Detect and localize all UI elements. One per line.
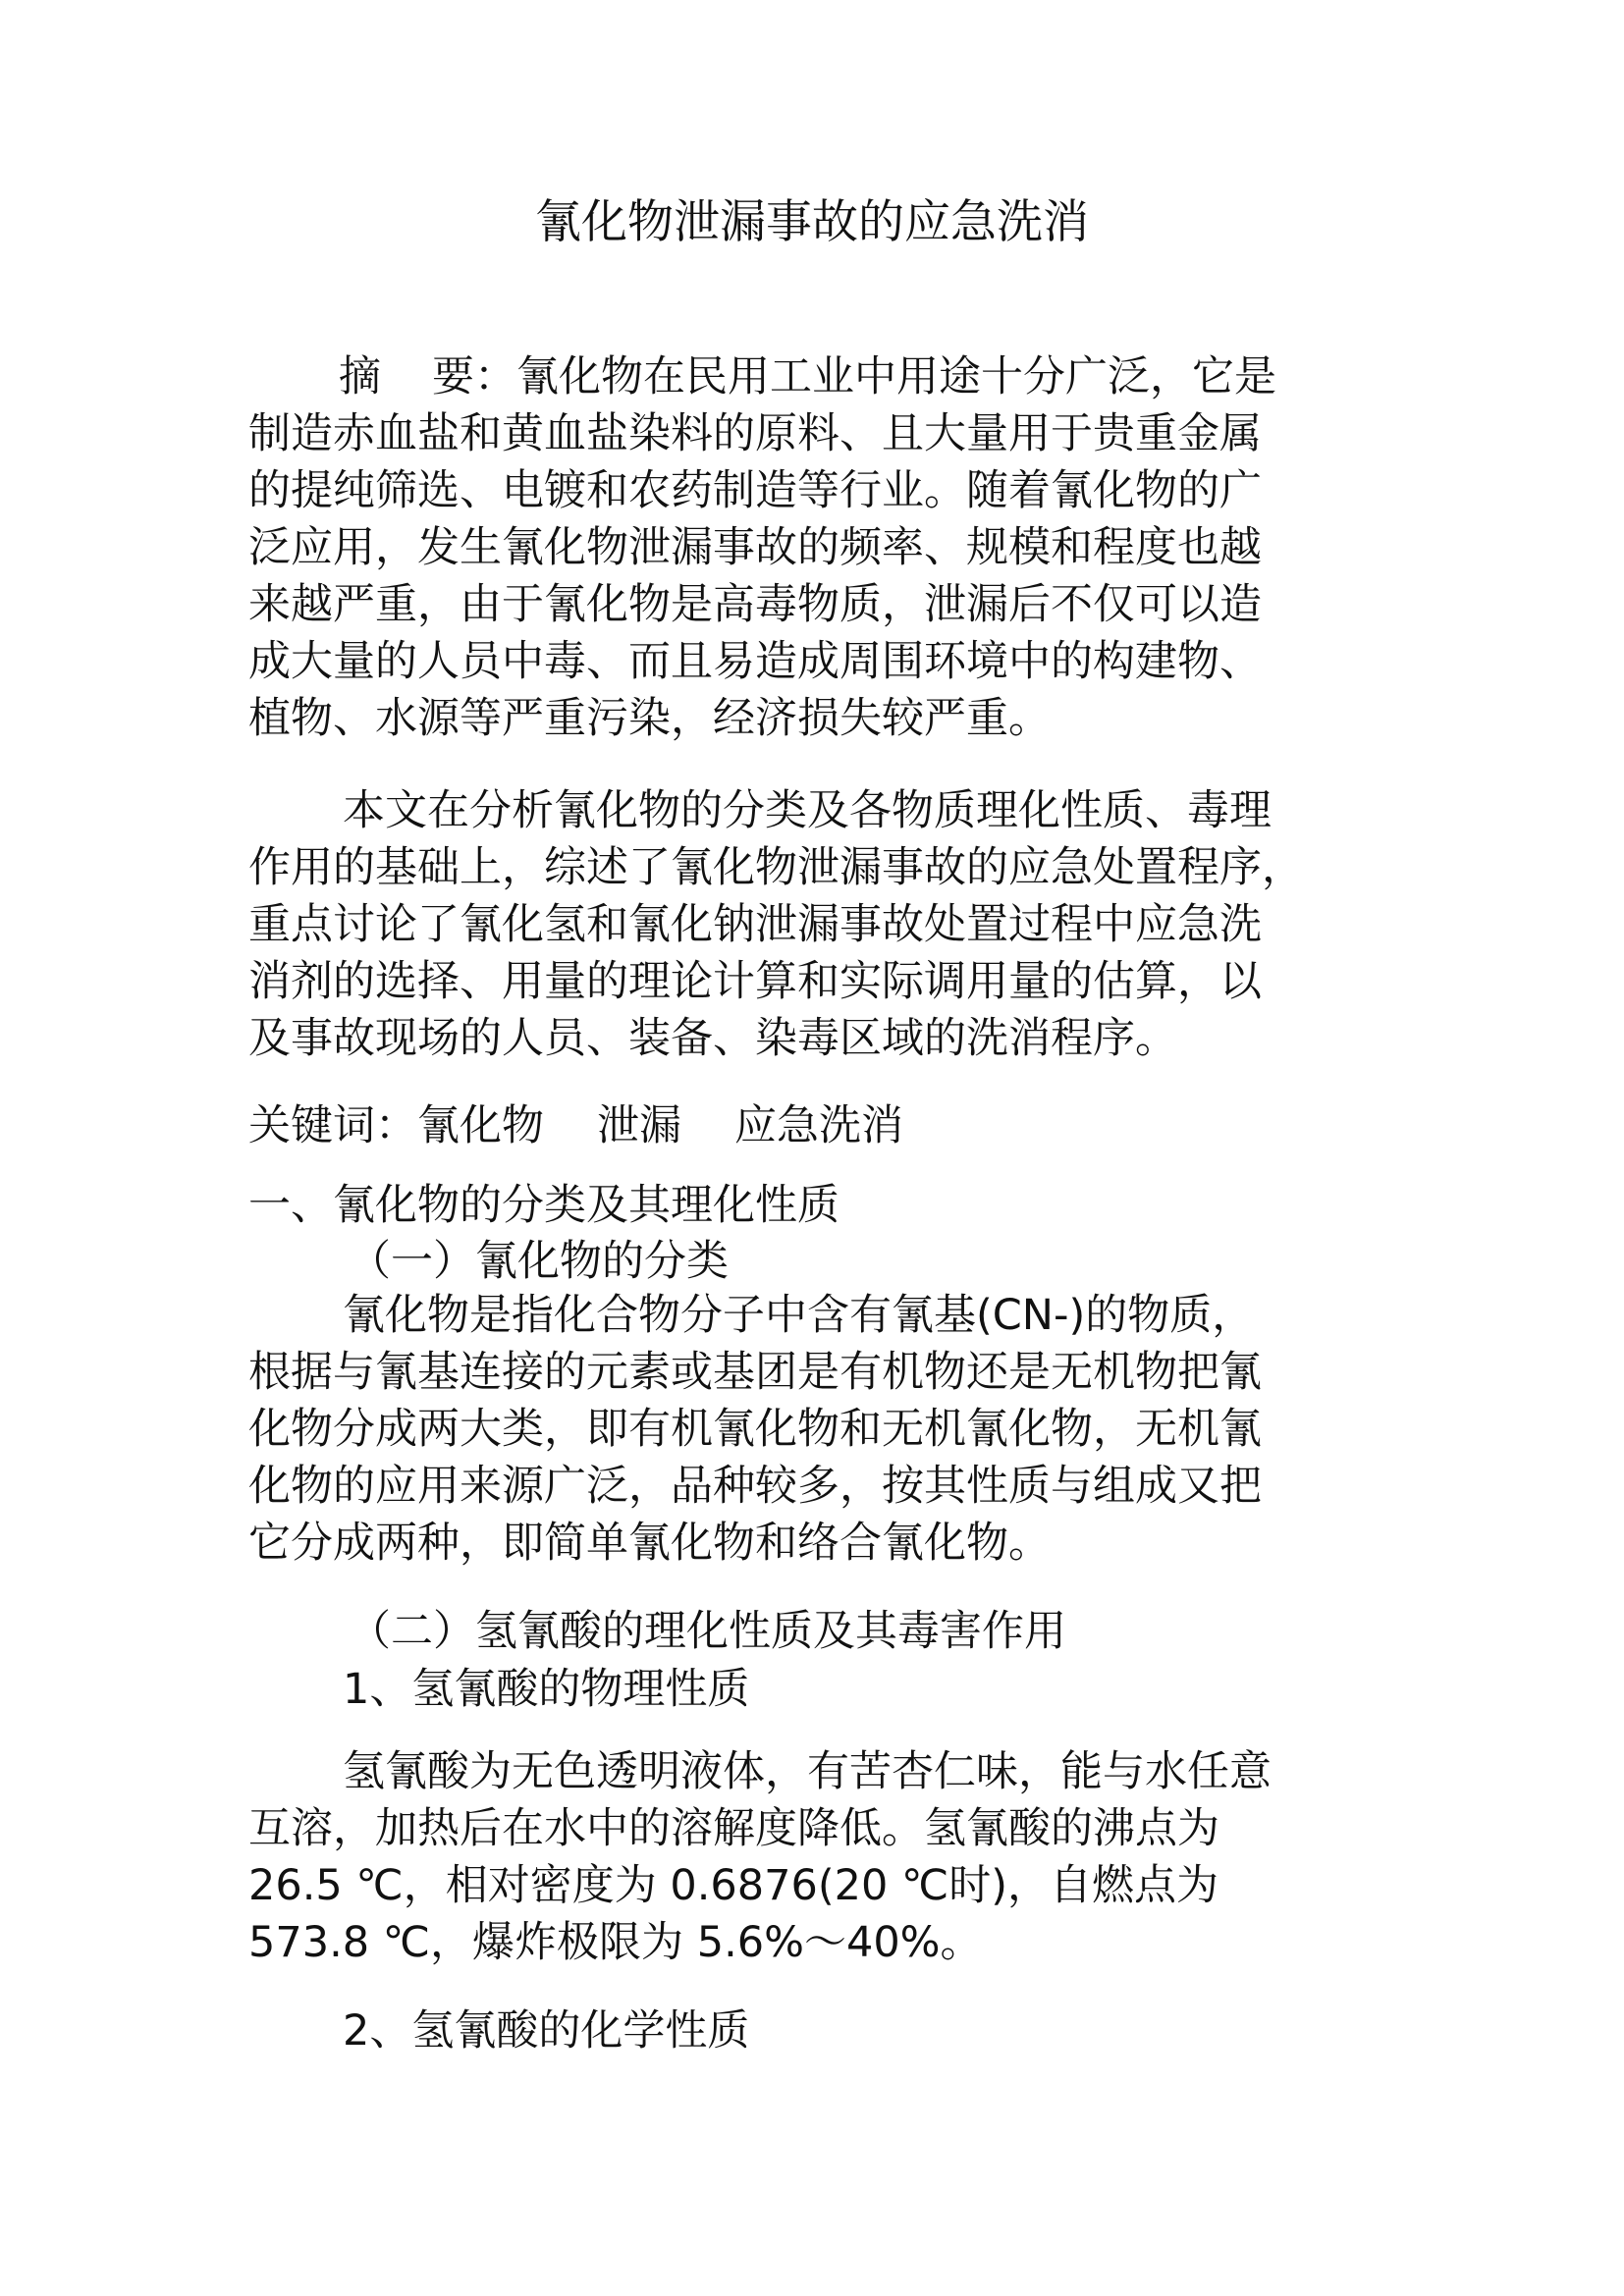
physical-line-2: 26.5 ℃，相对密度为 0.6876(20 ℃时)，自燃点为 [248,1861,1219,1910]
abstract-line-1: 制造赤血盐和黄血盐染料的原料、且大量用于贵重金属 [248,409,1262,458]
keyword-item: 泄漏 [597,1101,681,1150]
physical-properties-paragraph [248,1743,1387,1971]
item-heading-physical: 1、氢氰酸的物理性质 [343,1665,750,1714]
keyword-item: 氰化物 [417,1101,544,1150]
classification-line-4: 它分成两种，即简单氰化物和络合氰化物。 [248,1519,1051,1568]
classification-line-3: 化物的应用来源广泛，品种较多，按其性质与组成又把 [248,1462,1262,1511]
abstract-label-2: 要： [432,352,516,401]
abstract-p2-line-3: 消剂的选择、用量的理论计算和实际调用量的估算，以 [248,957,1262,1006]
abstract-p2-line-4: 及事故现场的人员、装备、染毒区域的洗消程序。 [248,1014,1177,1063]
keywords-label: 关键词： [248,1101,417,1150]
physical-line-0: 氢氰酸为无色透明液体，有苦杏仁味，能与水任意 [343,1747,1272,1796]
item-heading-chemical: 2、氢氰酸的化学性质 [343,2006,750,2056]
abstract-p2-line-0: 本文在分析氰化物的分类及各物质理化性质、毒理 [343,786,1272,835]
abstract-paragraph-2 [248,782,1387,1067]
physical-line-1: 互溶，加热后在水中的溶解度降低。氢氰酸的沸点为 [248,1804,1219,1853]
keywords-line [248,1097,903,1154]
abstract-p2-line-1: 作用的基础上，综述了氰化物泄漏事故的应急处置程序， [248,843,1304,892]
physical-first-line [248,1743,1387,1800]
classification-first-line [248,1287,1387,1344]
subsection-heading: （一）氰化物的分类 [349,1237,729,1286]
abstract-first-line [248,348,1387,405]
classification-paragraph [248,1287,1387,1572]
abstract-label-1: 摘 [339,352,381,401]
classification-line-2: 化物分成两大类，即有机氰化物和无机氰化物，无机氰 [248,1405,1262,1454]
abstract-line-5: 成大量的人员中毒、而且易造成周围环境中的构建物、 [248,637,1262,686]
abstract-line-2: 的提纯筛选、电镀和农药制造等行业。随着氰化物的广 [248,466,1262,515]
abstract-p2-line-2: 重点讨论了氰化氢和氰化钠泄漏事故处置过程中应急洗 [248,900,1262,949]
section-heading: 一、氰化物的分类及其理化性质 [248,1181,839,1230]
abstract-paragraph [248,348,1387,747]
classification-line-0: 氰化物是指化合物分子中含有氰基(CN-)的物质， [343,1291,1255,1340]
abstract-line-3: 泛应用，发生氰化物泄漏事故的频率、规模和程度也越 [248,523,1262,572]
classification-line-1: 根据与氰基连接的元素或基团是有机物还是无机物把氰 [248,1348,1262,1397]
subsection-heading-2: （二）氢氰酸的理化性质及其毒害作用 [349,1607,1066,1656]
abstract-line-4: 来越严重，由于氰化物是高毒物质，泄漏后不仅可以造 [248,580,1262,629]
abstract-line-0: 氰化物在民用工业中用途十分广泛，它是 [516,352,1276,401]
physical-line-3: 573.8 ℃，爆炸极限为 5.6%～40%。 [248,1918,983,1967]
abstract-line-6: 植物、水源等严重污染，经济损失较严重。 [248,694,1051,743]
abstract-p2-first-line [248,782,1387,839]
keyword-item: 应急洗消 [734,1101,903,1150]
document-title: 氰化物泄漏事故的应急洗消 [535,195,1089,249]
